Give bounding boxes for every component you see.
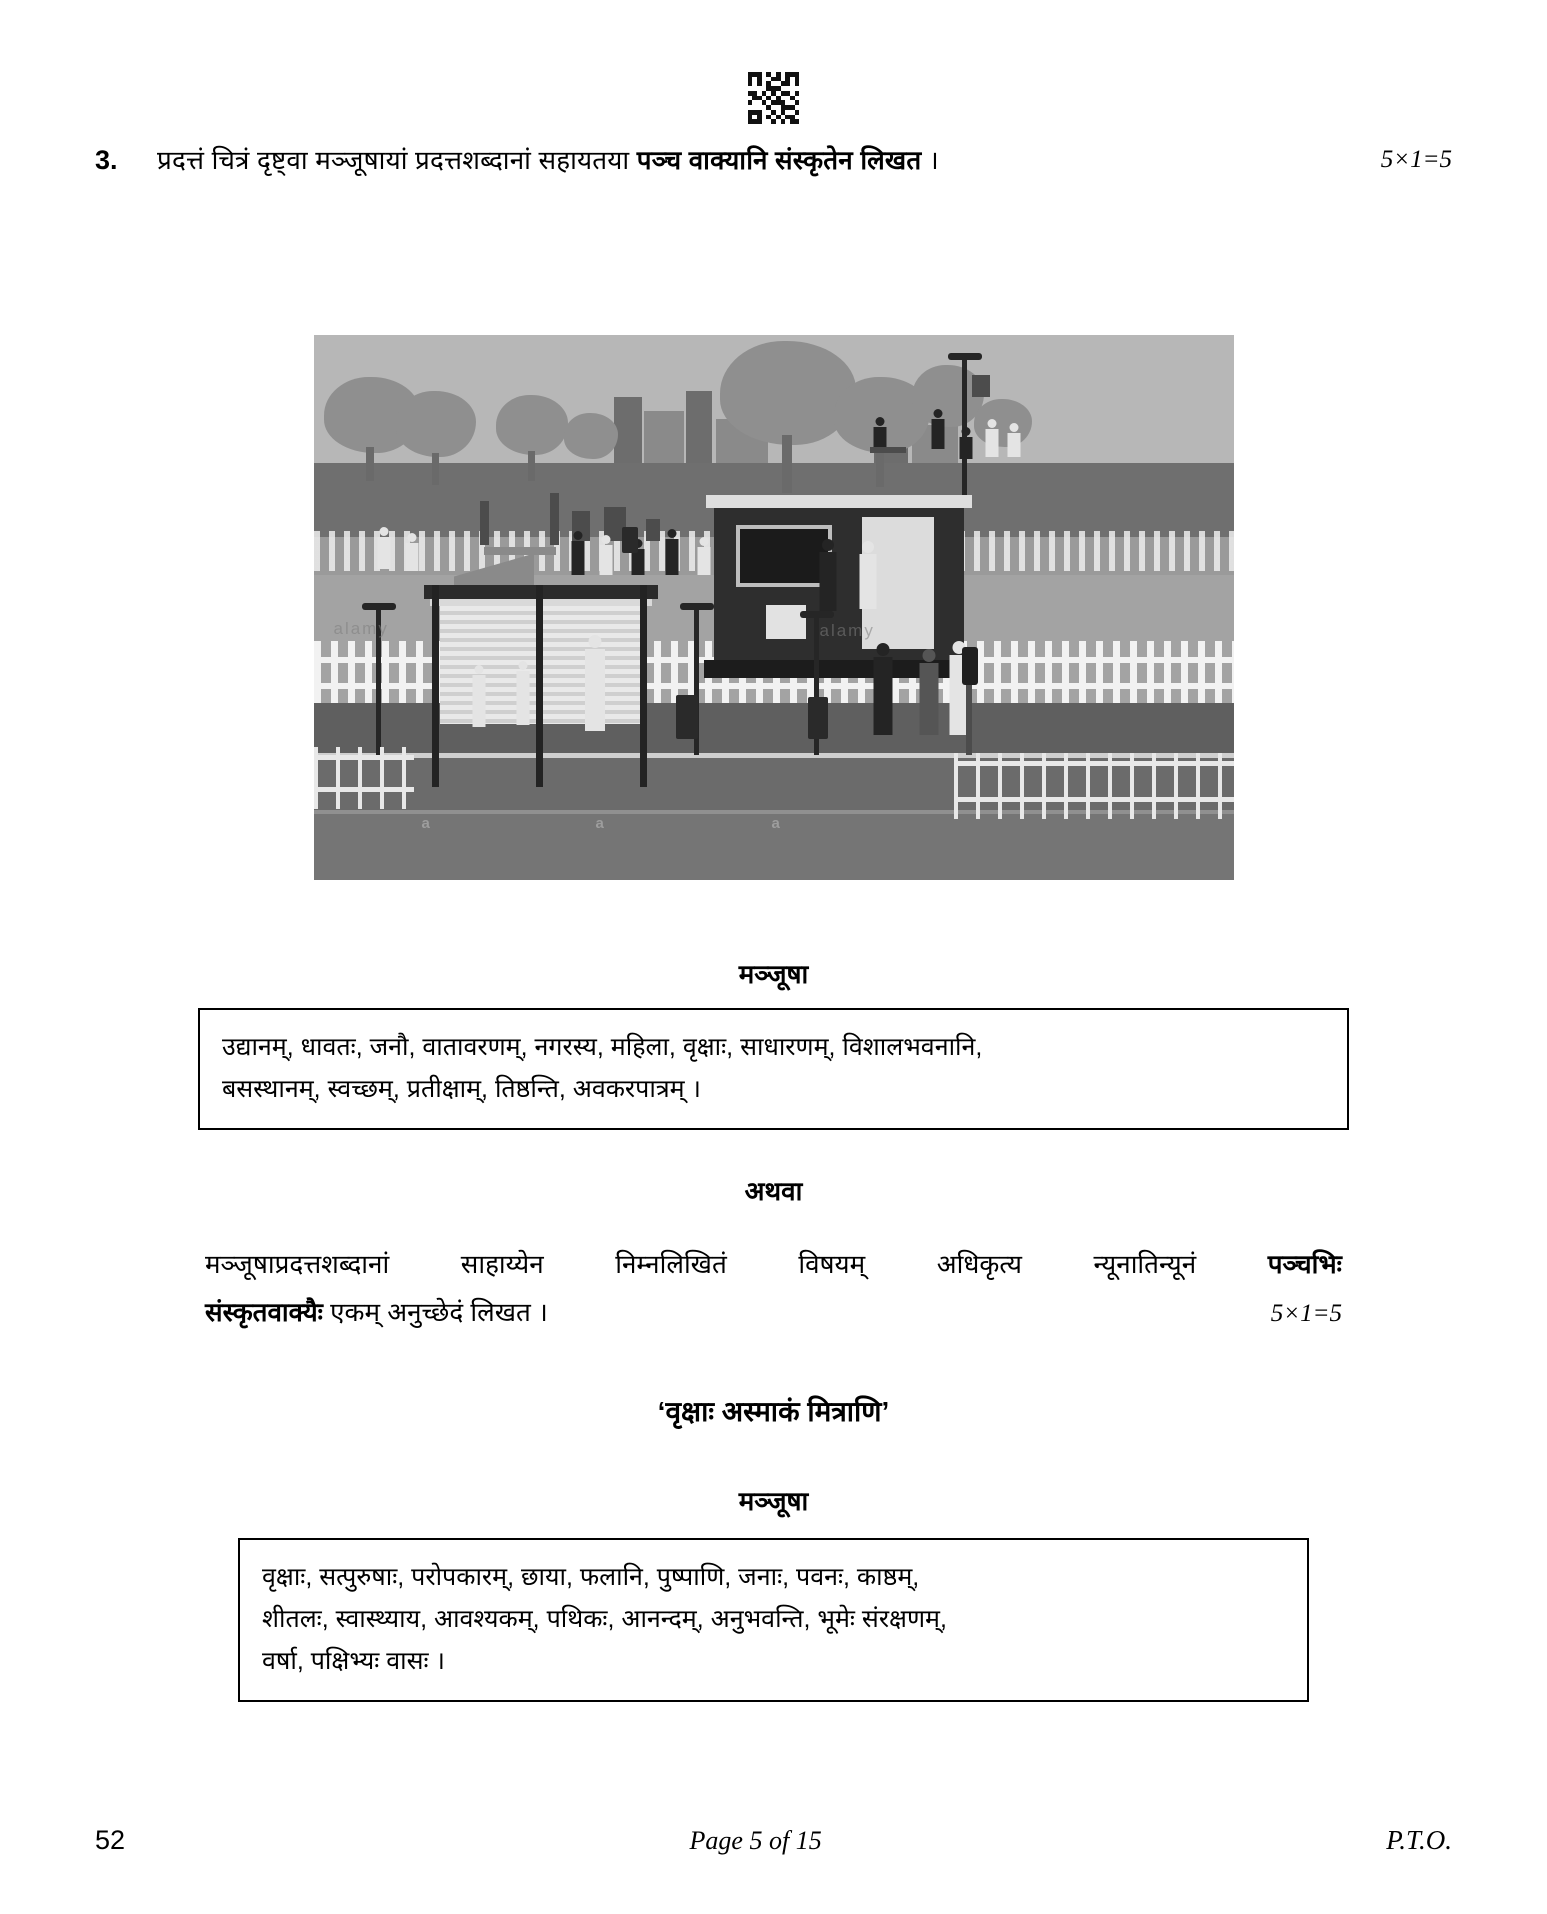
alt-word-4: विषयम् <box>798 1249 866 1279</box>
alt-word-6: न्यूनातिन्यूनं <box>1093 1249 1197 1279</box>
street-scene-illustration <box>314 335 1234 880</box>
manjusha-1-line-1: उद्यानम्, धावतः, जनौ, वातावरणम्, नगरस्य, महिला, वृक्षाः, साधारणम्, विशालभवनानि, <box>222 1033 983 1061</box>
scene-bus-shelter <box>432 585 650 755</box>
alternative-marks: 5×1=5 <box>1270 1300 1342 1327</box>
figure-container <box>0 335 1547 880</box>
scene-shelter-post <box>432 585 439 787</box>
scene-building <box>644 411 684 463</box>
scene-tree <box>564 413 618 459</box>
scene-person <box>572 531 585 575</box>
alt-line-2-bold: संस्कृतवाक्यैः <box>205 1297 323 1327</box>
scene-tree <box>496 395 568 455</box>
manjusha-2-line-1: वृक्षाः, सत्पुरुषाः, परोपकारम्, छाया, फलानि, पुष्पाणि, जनाः, पवनः, काष्ठम्, <box>262 1563 920 1591</box>
scene-person <box>600 535 613 575</box>
scene-tree <box>720 341 856 445</box>
qr-code-container <box>0 72 1547 124</box>
alternative-line-1 <box>205 1240 1342 1288</box>
scene-swing <box>484 547 556 555</box>
essay-topic: ‘वृक्षाः अस्माकं मित्राणि’ <box>657 1396 890 1427</box>
manjusha-2-line-3: वर्षा, पक्षिभ्यः वासः । <box>262 1647 445 1675</box>
scene-traffic-light-pole <box>966 685 972 755</box>
scene-watermark: alamy <box>333 619 389 638</box>
footer-page-indicator: Page 5 of 15 <box>689 1826 822 1855</box>
alt-word-2: साहाय्येन <box>460 1249 544 1279</box>
alternative-line-2 <box>205 1288 1342 1338</box>
athava-label: अथवा <box>744 1176 803 1206</box>
scene-road-railing-left <box>314 747 414 809</box>
page-footer <box>95 1825 1452 1856</box>
scene-person <box>820 539 837 611</box>
scene-person-seated <box>516 661 531 725</box>
manjusha-1-line-2: बसस्थानम्, स्वच्छम्, प्रतीक्षाम्, तिष्ठन्ति, अवकरपात्रम् । <box>222 1075 701 1103</box>
scene-shop-awning <box>706 495 972 508</box>
scene-tree <box>396 391 476 457</box>
alt-word-7: पञ्चभिः <box>1267 1249 1342 1279</box>
question-3-row <box>95 143 1452 177</box>
scene-person <box>960 427 973 459</box>
footer-pto: P.T.O. <box>1386 1825 1452 1855</box>
qr-code-icon <box>748 72 800 124</box>
scene-person-standing <box>586 635 605 731</box>
scene-street-sign <box>972 375 990 397</box>
scene-person <box>860 541 877 609</box>
scene-building <box>686 391 712 463</box>
scene-bin <box>646 519 660 541</box>
scene-shop-window <box>736 525 832 587</box>
scene-ground-mark: a <box>595 815 604 832</box>
question-number: 3. <box>95 145 118 175</box>
question-text <box>157 143 1302 177</box>
question-text-bold: पञ्च वाक्यानि संस्कृतेन लिखत <box>636 145 922 175</box>
scene-shelter-post <box>536 585 543 787</box>
scene-person <box>1008 423 1021 457</box>
scene-person <box>874 643 893 735</box>
alt-line-2-rest: एकम् अनुच्छेदं लिखत । <box>322 1297 548 1327</box>
scene-bin <box>808 697 828 739</box>
scene-tree <box>974 399 1032 447</box>
scene-bin <box>676 695 698 739</box>
scene-shop-sign <box>766 605 806 639</box>
scene-post <box>550 493 559 545</box>
scene-ground-mark: a <box>421 815 430 832</box>
manjusha-1-box <box>198 1008 1349 1130</box>
scene-shelter-post <box>640 585 647 787</box>
scene-person <box>920 649 939 735</box>
alternative-question-paragraph <box>205 1240 1342 1338</box>
scene-bin <box>622 527 638 553</box>
scene-traffic-light <box>962 647 978 685</box>
question-text-tail: । <box>921 145 939 175</box>
question-text-normal: प्रदत्तं चित्रं दृष्ट्वा मञ्जूषायां प्रदत्तशब्दानां सहायतया <box>157 145 637 175</box>
manjusha-2-label: मञ्जूषा <box>738 1486 809 1516</box>
manjusha-2-box <box>238 1538 1309 1702</box>
alt-line-2-text <box>205 1288 548 1336</box>
scene-person-seated <box>472 665 487 727</box>
scene-tree-trunk <box>782 435 792 493</box>
scene-building <box>614 397 642 463</box>
scene-person <box>666 529 679 575</box>
alt-word-3: निम्नलिखितं <box>615 1249 727 1279</box>
scene-road-railing <box>954 753 1234 819</box>
scene-bench <box>870 447 906 453</box>
scene-person <box>406 533 419 571</box>
manjusha-1-label: मञ्जूषा <box>738 959 809 989</box>
alt-word-1: मञ्जूषाप्रदत्तशब्दानां <box>205 1249 390 1279</box>
scene-tree-trunk <box>432 453 439 485</box>
question-marks: 5×1=5 <box>1380 146 1452 173</box>
scene-person <box>986 419 999 457</box>
scene-ground-mark: a <box>771 815 780 832</box>
alt-word-5: अधिकृत्य <box>936 1249 1022 1279</box>
scene-person <box>378 527 391 569</box>
footer-page-number-left: 52 <box>95 1825 126 1855</box>
scene-tree-trunk <box>528 451 535 481</box>
scene-person <box>698 537 711 575</box>
scene-person <box>874 417 887 451</box>
scene-tree-trunk <box>366 447 374 481</box>
scene-post <box>480 501 489 545</box>
scene-watermark: alamy <box>819 621 875 640</box>
scene-person <box>932 409 945 449</box>
manjusha-2-line-2: शीतलः, स्वास्थ्याय, आवश्यकम्, पथिकः, आनन्दम्, अनुभवन्ति, भूमेः संरक्षणम्, <box>262 1605 947 1633</box>
